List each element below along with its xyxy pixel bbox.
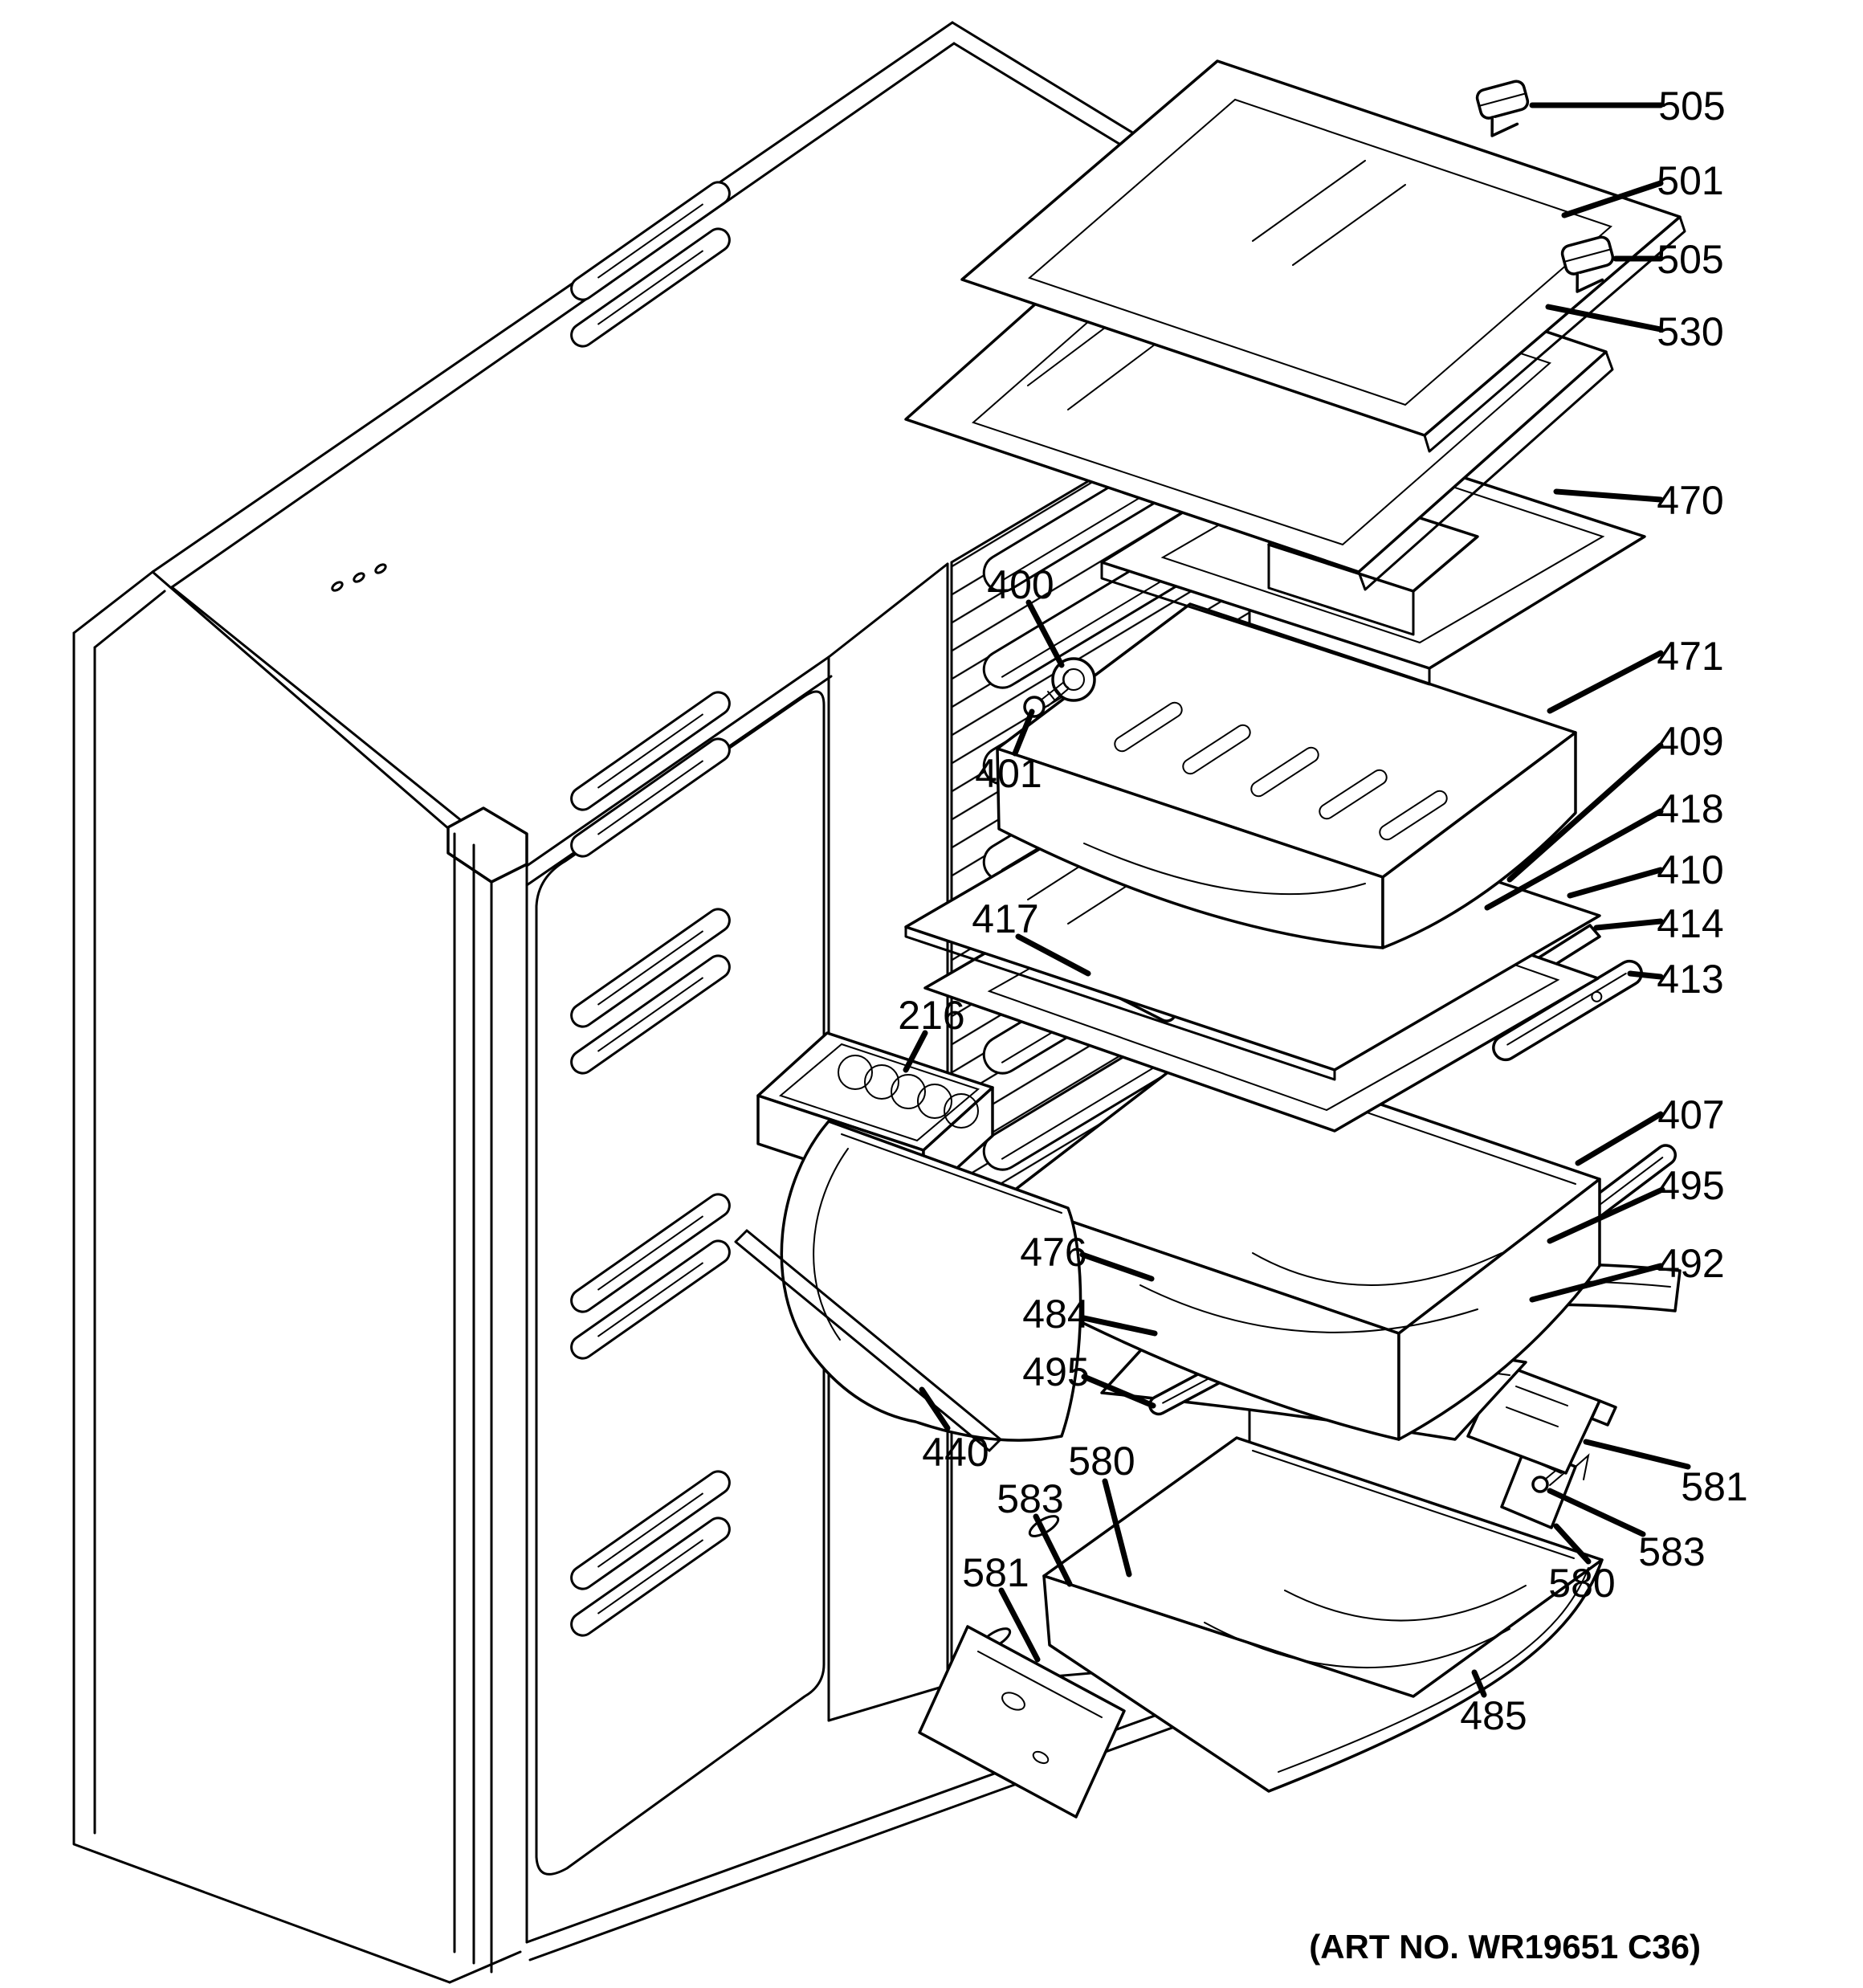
callout-label-495-left: 495: [1022, 1349, 1090, 1394]
callout-label-583-right: 583: [1638, 1529, 1706, 1574]
callout-label-505-top: 505: [1658, 84, 1726, 129]
callout-label-485: 485: [1460, 1693, 1527, 1738]
callout-label-470: 470: [1657, 478, 1724, 523]
callout-label-495-right: 495: [1657, 1163, 1725, 1208]
leader-line-470: [1556, 492, 1661, 500]
callout-label-413: 413: [1657, 957, 1724, 1002]
callout-label-530: 530: [1657, 309, 1724, 354]
callout-label-501: 501: [1657, 158, 1724, 203]
callout-410: [1570, 847, 1724, 896]
callout-label-417: 417: [972, 896, 1039, 941]
leader-line-410: [1570, 870, 1661, 896]
callout-505-top: [1532, 84, 1726, 129]
callout-label-216: 216: [898, 993, 965, 1038]
callout-label-400: 400: [987, 562, 1054, 607]
callout-label-414: 414: [1657, 901, 1724, 946]
callout-label-581-left: 581: [962, 1550, 1029, 1595]
callout-label-580-right: 580: [1548, 1561, 1616, 1606]
callout-label-440: 440: [922, 1430, 989, 1475]
callout-label-484: 484: [1022, 1292, 1090, 1337]
leader-line-581-right: [1586, 1442, 1688, 1467]
callout-label-401: 401: [975, 751, 1042, 796]
callout-label-492: 492: [1657, 1241, 1725, 1286]
callout-label-580-left: 580: [1068, 1439, 1135, 1484]
art-number: (ART NO. WR19651 C36): [1309, 1928, 1701, 1966]
callout-label-418: 418: [1657, 786, 1724, 831]
callout-label-471: 471: [1657, 634, 1724, 679]
leader-line-583-right: [1550, 1491, 1643, 1534]
callout-413: [1630, 957, 1724, 1002]
callout-label-476: 476: [1020, 1230, 1087, 1275]
cabinet-shelf-rails-left-wall: [567, 178, 734, 1639]
part-505-clip-top: [1475, 80, 1534, 137]
callout-label-505-mid: 505: [1657, 237, 1724, 282]
leader-line-414: [1596, 921, 1661, 928]
callout-471: [1550, 634, 1724, 711]
callout-label-583-left: 583: [997, 1476, 1064, 1521]
callout-label-581-right: 581: [1681, 1464, 1748, 1509]
callout-581-right: [1586, 1442, 1748, 1509]
callout-label-409: 409: [1657, 719, 1724, 764]
leader-line-471: [1550, 653, 1661, 711]
callout-label-410: 410: [1657, 847, 1724, 892]
callout-414: [1596, 901, 1724, 946]
leader-line-530: [1548, 307, 1661, 329]
callout-label-407: 407: [1657, 1092, 1725, 1137]
exploded-parts: [736, 61, 1685, 1817]
callout-580-right: [1548, 1526, 1615, 1606]
